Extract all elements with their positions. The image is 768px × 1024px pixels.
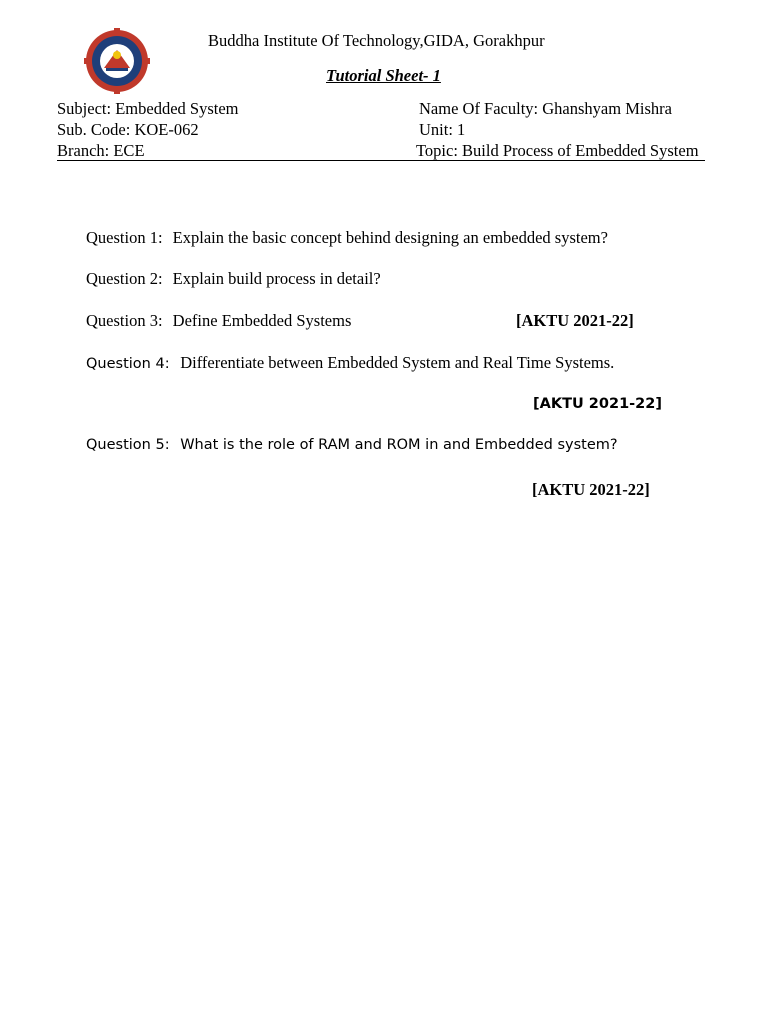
sheet-title: Tutorial Sheet- 1: [326, 66, 441, 85]
question-5: [86, 437, 618, 453]
question-3: [86, 311, 351, 331]
unit-line: Unit: 1: [419, 120, 466, 139]
gear-icon: [84, 28, 150, 94]
question-text: Explain the basic concept behind designing an embedded system?: [172, 228, 608, 247]
question-text: Explain build process in detail?: [172, 269, 381, 288]
question-label: Question 2:: [86, 269, 163, 288]
institute-name: Buddha Institute Of Technology,GIDA, Gorakhpur: [208, 31, 545, 50]
question-text: Differentiate between Embedded System and Real Time Systems.: [180, 353, 615, 372]
question-label: Question 5:: [86, 437, 170, 453]
question-2: [86, 269, 381, 289]
question-4-tag: [AKTU 2021-22]: [533, 396, 662, 412]
question-label: Question 4:: [86, 356, 170, 372]
question-text: What is the role of RAM and ROM in and Embedded system?: [180, 437, 618, 453]
header-divider: [57, 160, 705, 161]
question-5-tag: [AKTU 2021-22]: [532, 480, 650, 499]
subject-line: Subject: Embedded System: [57, 99, 239, 118]
institute-logo: [84, 28, 150, 94]
topic-line: Topic: Build Process of Embedded System: [416, 141, 699, 160]
branch-line: Branch: ECE: [57, 141, 145, 160]
question-3-tag: [AKTU 2021-22]: [516, 311, 634, 330]
sub-code-line: Sub. Code: KOE-062: [57, 120, 199, 139]
question-label: Question 3:: [86, 311, 163, 330]
question-1: [86, 228, 608, 248]
question-label: Question 1:: [86, 228, 163, 247]
question-4: [86, 353, 614, 373]
faculty-line: Name Of Faculty: Ghanshyam Mishra: [419, 99, 672, 118]
question-text: Define Embedded Systems: [172, 311, 352, 330]
